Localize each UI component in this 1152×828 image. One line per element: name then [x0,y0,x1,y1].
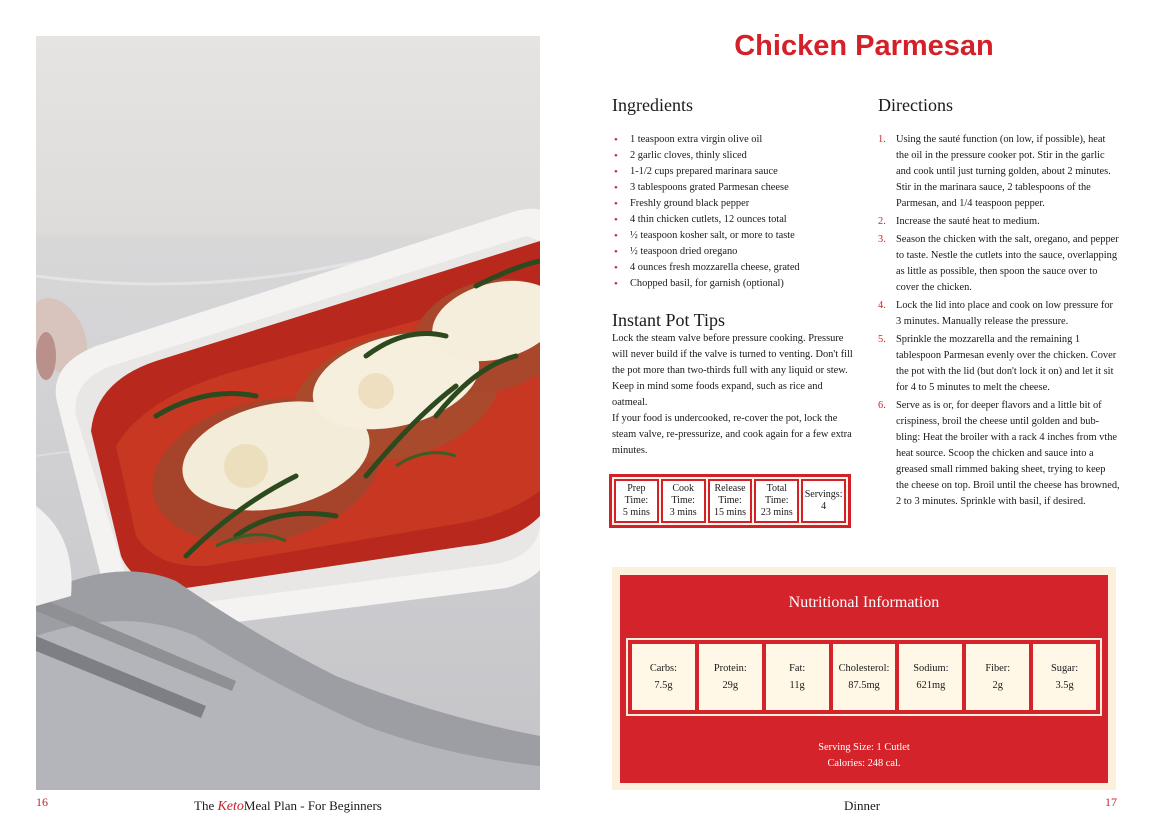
directions-heading: Directions [878,95,953,115]
step-number: 3. [878,234,886,245]
step-text: Increase the sauté heat to medium. [896,216,1040,227]
book-title-footer [194,798,382,815]
serving-size: Serving Size: 1 Cutlet [818,742,910,753]
ingredient-item: • 2 garlic cloves, thinly sliced [612,148,862,164]
step-number: 6. [878,400,886,411]
nutrition-value: 2g [992,680,1003,691]
nutrition-cell-sugar [1033,644,1096,710]
time-value: 23 mins [760,507,793,518]
nutrition-label: Fat: [789,663,806,674]
calories: Calories: 248 cal. [827,758,901,769]
time-label: Release Time: [714,483,746,506]
nutrition-cell-protein [699,644,762,710]
ingredient-item: • 3 tablespoons grated Parmesan cheese [612,180,862,196]
tips-heading: Instant Pot Tips [612,310,726,330]
footer-suffix: Meal Plan - For Beginners [243,798,382,813]
time-label: Servings: [804,489,843,500]
ingredient-item: • 1-1/2 cups prepared marinara sauce [612,164,862,180]
nutrition-value: 3.5g [1055,680,1074,691]
ingredient-item: • Chopped basil, for garnish (optional) [612,276,862,292]
time-value: 3 mins [669,507,697,518]
step-text: Using the sauté function (on low, if possible), heat the oil in the pressure cooker pot. Stir in the garlic and cook until just turning golden, about 2 minutes. Stir in the marinara sauce, 2 tablespoons of the Parmesan, and 1/4 teaspoon pepper. [896,134,1111,209]
time-value: 5 mins [622,507,650,518]
nutrition-value: 11g [789,680,805,691]
step-number: 2. [878,216,886,227]
time-cell-release [708,479,753,523]
ingredient-item: • 1 teaspoon extra virgin olive oil [612,132,862,148]
time-label: Total Time: [765,483,789,506]
nutrition-cell-fat [766,644,829,710]
direction-step [878,298,1120,330]
ingredient-item: • ½ teaspoon dried oregano [612,244,862,260]
footer-prefix: The [194,798,215,813]
time-cell-prep [614,479,659,523]
time-cell-servings [801,479,846,523]
tips-text [612,331,854,459]
nutrition-cell-sodium [899,644,962,710]
ingredient-item: • 4 ounces fresh mozzarella cheese, grated [612,260,862,276]
ingredients-list [612,132,862,292]
direction-step [878,132,1120,212]
right-page-number: 17 [1105,795,1117,809]
nutrition-label: Cholesterol: [838,663,890,674]
nutrition-heading: Nutritional Information [788,594,940,611]
nutrition-value: 7.5g [654,680,673,691]
ingredient-item: • ½ teaspoon kosher salt, or more to taste [612,228,862,244]
chicken-parmesan-photo [36,36,540,790]
tip-paragraph: Lock the steam valve before pressure cooking. Pressure will never build if the valve is turned to venting. Don't fill the pot more than two-thirds full with any liquid or stew. Keep in mind some foods expand, such as rice and oatmeal. [612,333,853,408]
step-number: 1. [878,134,886,145]
section-footer: Dinner [844,798,881,813]
nutrition-value: 87.5mg [848,680,880,691]
nutrition-cell-cholesterol [833,644,896,710]
time-cell-cook [661,479,706,523]
ingredient-item: • 4 thin chicken cutlets, 12 ounces total [612,212,862,228]
direction-step [878,232,1120,296]
time-table [609,474,851,528]
footer-brand: Keto [217,799,244,814]
recipe-title: Chicken Parmesan [734,30,994,62]
time-label: Prep Time: [624,483,649,506]
nutrition-table [626,638,1102,716]
ingredient-item: • Freshly ground black pepper [612,196,862,212]
nutrition-cell-fiber [966,644,1029,710]
nutrition-cell-carbs [632,644,695,710]
serving-info [620,740,1108,772]
time-value: 4 [821,501,827,512]
nutrition-value: 29g [722,680,739,691]
direction-step [878,332,1120,396]
step-text: Sprinkle the mozzarella and the remaining 1 tablespoon Parmesan evenly over the chicken. Cover the pot with the lid (but don't lock it on) and let it sit for 4 to 5 minutes to melt the cheese. [896,334,1117,393]
nutrition-label: Sugar: [1051,663,1079,674]
nutrition-label: Protein: [713,663,747,674]
direction-step [878,398,1120,510]
time-label: Cook Time: [671,483,695,506]
left-page-number: 16 [36,795,48,809]
nutrition-label: Sodium: [913,663,949,674]
nutrition-label: Carbs: [649,663,677,674]
nutrition-value: 621mg [916,680,946,691]
ingredients-heading: Ingredients [612,95,693,115]
tip-paragraph: If your food is undercooked, re-cover the pot, lock the steam valve, re-pressurize, and cook again for a few extra minutes. [612,413,852,456]
step-text: Lock the lid into place and cook on low pressure for 3 minutes. Manually release the pressure. [896,300,1113,327]
step-text: Season the chicken with the salt, oregano, and pepper to taste. Nestle the cutlets into the sauce, overlapping as little as possible, then spoon the sauce over to cover the chicken. [896,234,1119,293]
step-text: Serve as is or, for deeper flavors and a little bit of crispiness, broil the cheese until golden and bub-bling: Heat the broiler with a rack 4 inches from vthe heat source. Scoop the chicken and sauce into a greased small rimmed baking sheet, trying to keep the cheese on top. Broil until the cheese has browned, 2 to 3 minutes. Sprinkle with basil, if desired. [896,400,1120,507]
recipe-photo [36,36,540,790]
step-number: 4. [878,300,886,311]
directions-list [878,132,1120,512]
direction-step [878,214,1120,230]
nutrition-label: Fiber: [985,663,1011,674]
step-number: 5. [878,334,886,345]
time-cell-total [754,479,799,523]
time-value: 15 mins [714,507,746,518]
